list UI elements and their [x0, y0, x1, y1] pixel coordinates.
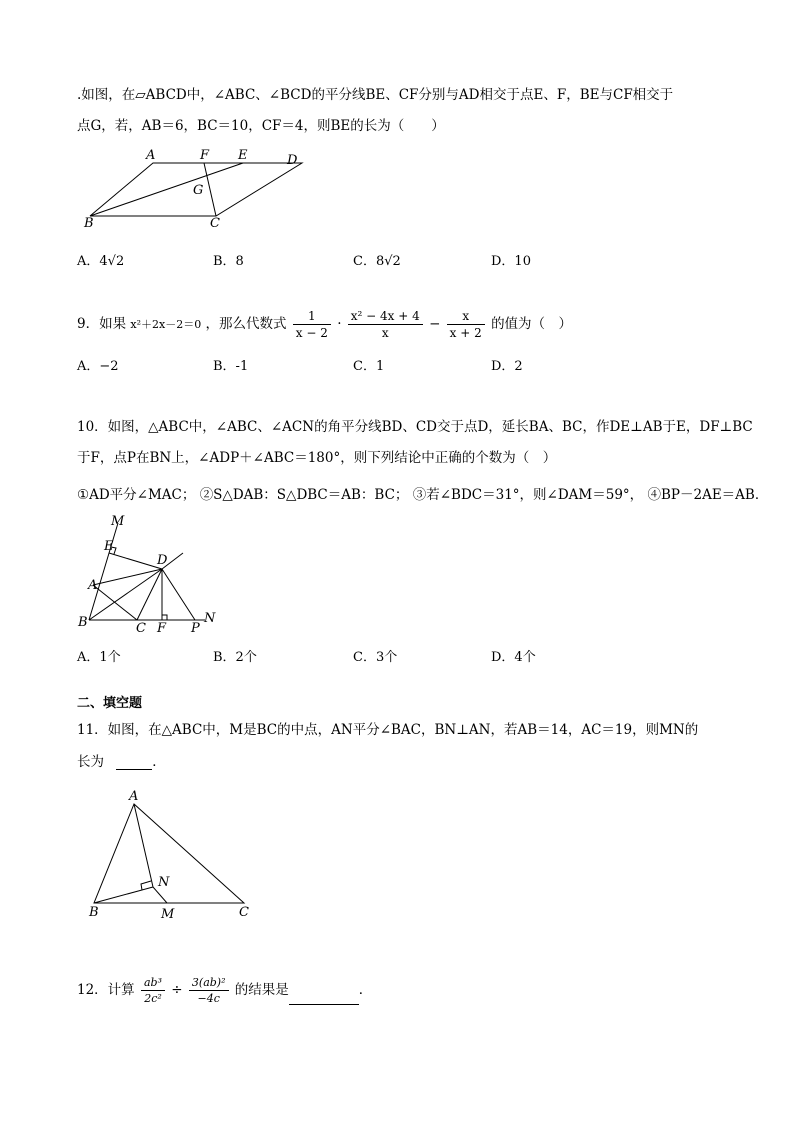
q11-label-M: M [161, 907, 175, 922]
q12-prefix: 12．计算 [77, 982, 135, 998]
q10-statement-3: ③若∠BDC＝31°，则∠DAM＝59°， [412, 487, 644, 503]
q8-option-c: C．8√2 [353, 254, 401, 269]
q8-line1: .如图，在▱ABCD中，∠ABC、∠BCD的平分线BE、CF分别与AD相交于点E、F，BE与CF相交于 [77, 87, 674, 103]
q10-option-a: A．1个 [77, 650, 121, 665]
q9-option-a: A．−2 [77, 359, 119, 374]
q8-label-G: G [193, 183, 204, 198]
q9-option-d: D．2 [491, 359, 523, 374]
q11-label-N: N [158, 875, 170, 890]
q11-label-C: C [239, 905, 249, 920]
q10-label-F: F [157, 621, 167, 636]
q10-label-M: M [111, 514, 125, 529]
q10-label-A: A [88, 578, 98, 593]
q9-middle: ，那么代数式 [205, 316, 287, 332]
q8-label-E: E [238, 148, 248, 163]
q8-option-b: B．8 [213, 254, 244, 269]
q10-option-c: C．3个 [353, 650, 398, 665]
q10-label-B: B [78, 615, 88, 630]
q8-option-d: D．10 [491, 254, 531, 269]
q10-statement-4: ④BP－2AE＝AB． [647, 487, 769, 503]
q10-triangle-figure [73, 513, 223, 638]
q11-answer-blank[interactable] [116, 769, 152, 770]
q10-statements [77, 483, 768, 503]
section-heading-fill-in: 二、填空题 [77, 696, 143, 711]
q9-prefix: 9．如果 [77, 316, 127, 332]
q10-line2: 于F，点P在BN上，∠ADP＋∠ABC＝180°，则下列结论中正确的个数为（ ） [77, 450, 557, 466]
q11-line1: 11．如图，在△ABC中，M是BC的中点，AN平分∠BAC，BN⊥AN，若AB＝14，AC＝19，则MN的 [77, 722, 699, 738]
q10-label-E: E [104, 539, 114, 554]
q9-fraction-2: $\frac{\text{x² − 4x + 4}}{x}$ [348, 309, 423, 340]
q9-condition: x²＋2x－2＝0 [130, 318, 202, 331]
q12-fraction-2: $\frac{\text{3(ab)²}}{-4c}$ [189, 976, 229, 1005]
q9-line: 9．如果 x²＋2x－2＝0 ，那么代数式 $\frac{1}{x - 2}$ · $\frac{\text{x² − 4x + 4}}{x}$ − $\frac{x}{x + 2}$ 的值为（ ） [77, 309, 573, 340]
q11-label-A: A [129, 789, 139, 804]
q11-line2: 长为 ． [77, 754, 166, 770]
q12-suffix: 的结果是 [234, 982, 289, 998]
q8-label-B: B [84, 216, 94, 231]
q10-label-D: D [157, 553, 168, 568]
q8-label-D: D [287, 153, 298, 168]
q8-label-C: C [210, 216, 220, 231]
q8-option-a: A．4√2 [77, 254, 125, 269]
q9-fraction-3: $\frac{x}{x + 2}$ [447, 309, 485, 340]
q8-line2: 点G，若，AB＝6，BC＝10，CF＝4，则BE的长为（ ） [77, 118, 445, 134]
q8-label-A: A [146, 148, 156, 163]
q9-suffix: 的值为（ ） [491, 316, 573, 332]
q12-fraction-1: $\frac{\text{ab³}}{\text{2c²}}$ [141, 976, 165, 1005]
q12-answer-blank[interactable] [289, 1004, 359, 1005]
q10-line1: 10．如图，△ABC中，∠ABC、∠ACN的角平分线BD、CD交于点D，延长BA、BC，作DE⊥AB于E，DF⊥BC [77, 419, 753, 435]
q10-option-b: B．2个 [213, 650, 257, 665]
q10-statement-1: ①AD平分∠MAC； [77, 487, 196, 503]
q10-statement-2: ②S△DAB：S△DBC＝AB：BC； [199, 487, 409, 503]
q10-label-P: P [191, 621, 200, 636]
q10-label-N: N [204, 611, 216, 626]
q9-option-c: C．1 [353, 359, 385, 374]
q8-label-F: F [200, 148, 210, 163]
q10-label-C: C [136, 621, 146, 636]
q10-option-d: D．4个 [491, 650, 536, 665]
q9-fraction-1: $\frac{1}{x - 2}$ [293, 309, 331, 340]
q11-triangle-figure [82, 788, 262, 923]
q8-parallelogram-figure [80, 148, 310, 233]
q9-option-b: B．-1 [213, 359, 249, 374]
q11-label-B: B [89, 905, 99, 920]
q12-line: 12．计算 $\frac{\text{ab³}}{\text{2c²}}$ ÷ $\frac{\text{3(ab)²}}{-4c}$ 的结果是 ． [77, 976, 373, 1005]
